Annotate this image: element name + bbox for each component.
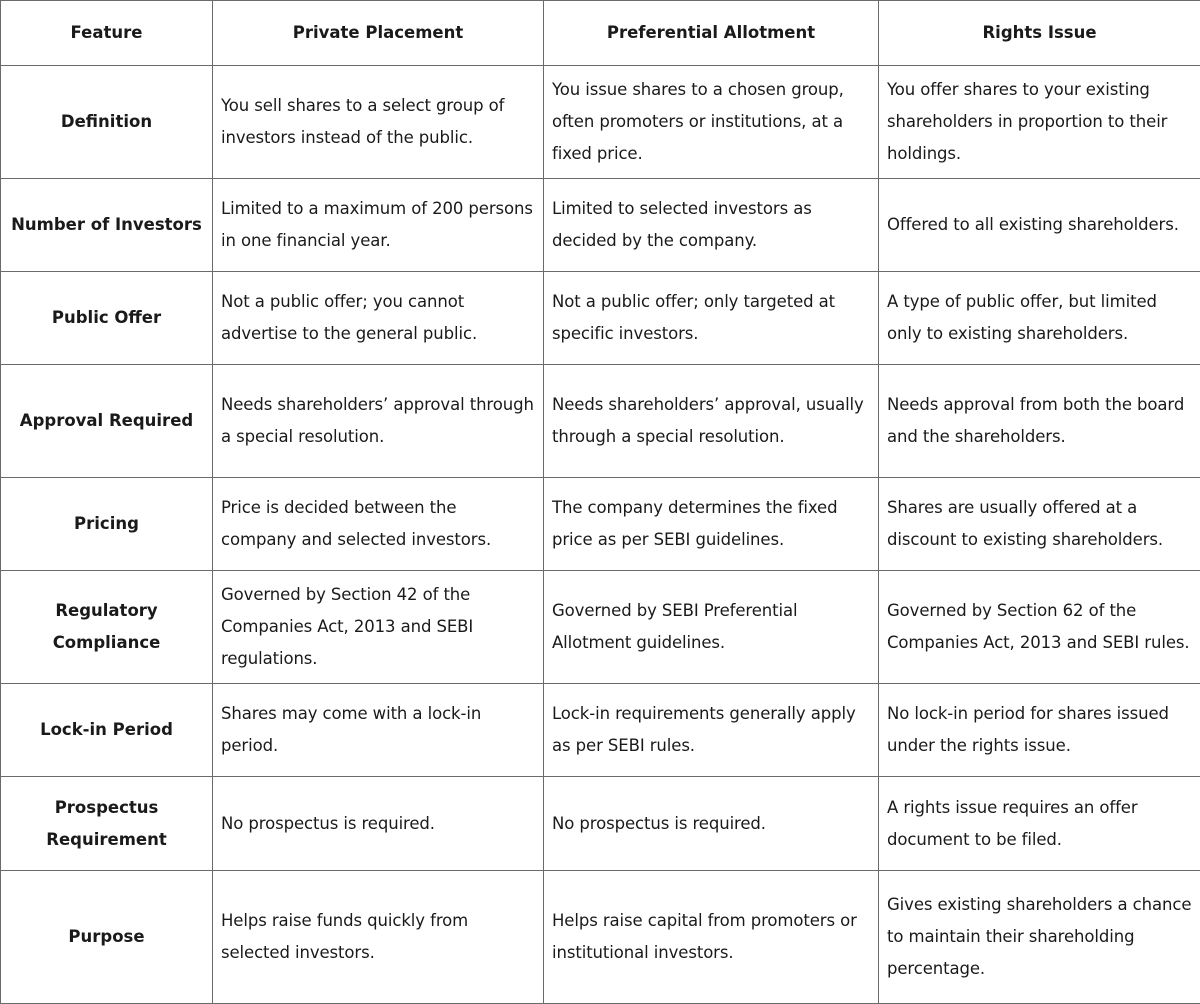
feature-cell: Prospectus Requirement [1,777,213,871]
table-row [1,571,1200,684]
feature-cell: Regulatory Compliance [1,571,213,684]
table-row [1,871,1200,1004]
rights-issue-cell: You offer shares to your existing shareholders in proportion to their holdings. [879,66,1200,179]
rights-issue-cell: Offered to all existing shareholders. [879,179,1200,272]
header-row [1,1,1200,66]
private-placement-cell: Helps raise funds quickly from selected investors. [213,871,544,1004]
private-placement-cell: Governed by Section 42 of the Companies Act, 2013 and SEBI regulations. [213,571,544,684]
private-placement-cell: No prospectus is required. [213,777,544,871]
feature-cell: Purpose [1,871,213,1004]
table-row [1,478,1200,571]
table-header [1,1,1200,66]
rights-issue-cell: No lock-in period for shares issued under the rights issue. [879,684,1200,777]
preferential-allotment-cell: No prospectus is required. [544,777,879,871]
rights-issue-cell: Shares are usually offered at a discount to existing shareholders. [879,478,1200,571]
private-placement-cell: Needs shareholders’ approval through a special resolution. [213,365,544,478]
private-placement-cell: Not a public offer; you cannot advertise to the general public. [213,272,544,365]
private-placement-cell: Shares may come with a lock-in period. [213,684,544,777]
header-rights-issue: Rights Issue [879,1,1200,66]
preferential-allotment-cell: Not a public offer; only targeted at specific investors. [544,272,879,365]
preferential-allotment-cell: Helps raise capital from promoters or institutional investors. [544,871,879,1004]
preferential-allotment-cell: Lock-in requirements generally apply as per SEBI rules. [544,684,879,777]
preferential-allotment-cell: Governed by SEBI Preferential Allotment guidelines. [544,571,879,684]
feature-cell: Public Offer [1,272,213,365]
feature-cell: Pricing [1,478,213,571]
feature-cell: Number of Investors [1,179,213,272]
header-feature: Feature [1,1,213,66]
preferential-allotment-cell: You issue shares to a chosen group, often promoters or institutions, at a fixed price. [544,66,879,179]
preferential-allotment-cell: Limited to selected investors as decided by the company. [544,179,879,272]
table-row [1,684,1200,777]
feature-cell: Lock-in Period [1,684,213,777]
table-row [1,66,1200,179]
header-preferential-allotment: Preferential Allotment [544,1,879,66]
table-body [1,66,1200,1004]
preferential-allotment-cell: Needs shareholders’ approval, usually through a special resolution. [544,365,879,478]
header-private-placement: Private Placement [213,1,544,66]
private-placement-cell: Limited to a maximum of 200 persons in one financial year. [213,179,544,272]
rights-issue-cell: Needs approval from both the board and the shareholders. [879,365,1200,478]
feature-cell: Definition [1,66,213,179]
table-row [1,777,1200,871]
private-placement-cell: Price is decided between the company and selected investors. [213,478,544,571]
rights-issue-cell: A type of public offer, but limited only to existing shareholders. [879,272,1200,365]
table-row [1,365,1200,478]
rights-issue-cell: Gives existing shareholders a chance to maintain their shareholding percentage. [879,871,1200,1004]
table-row [1,272,1200,365]
feature-cell: Approval Required [1,365,213,478]
rights-issue-cell: A rights issue requires an offer document to be filed. [879,777,1200,871]
rights-issue-cell: Governed by Section 62 of the Companies Act, 2013 and SEBI rules. [879,571,1200,684]
table-row [1,179,1200,272]
private-placement-cell: You sell shares to a select group of investors instead of the public. [213,66,544,179]
preferential-allotment-cell: The company determines the fixed price as per SEBI guidelines. [544,478,879,571]
